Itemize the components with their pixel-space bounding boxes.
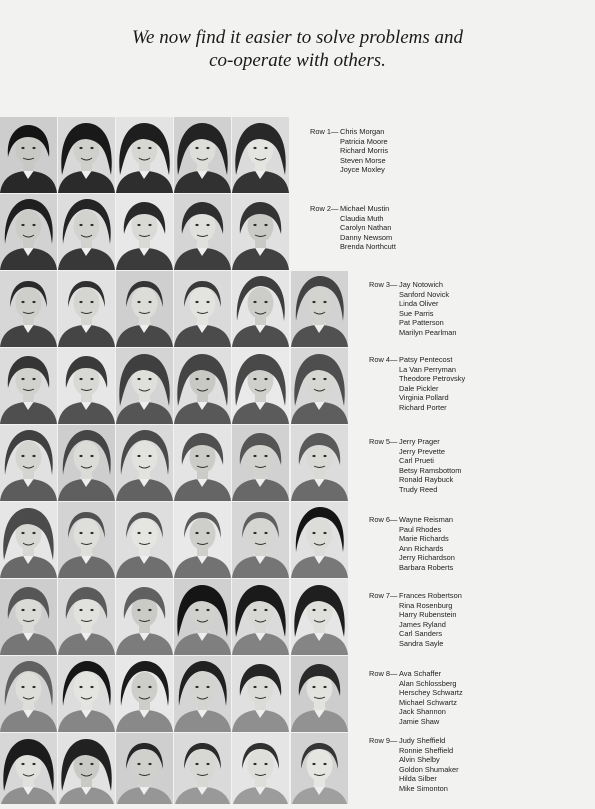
- row-label: Row 8—: [369, 669, 398, 678]
- student-name: Richard Porter: [399, 402, 447, 412]
- student-portrait: [174, 271, 231, 347]
- student-name: Carl Prueti: [399, 456, 434, 466]
- student-name: Carl Sanders: [399, 629, 443, 639]
- student-name: Sandra Sayle: [399, 638, 444, 648]
- student-name: Jay Notowich: [399, 280, 443, 289]
- row-label: Row 5—: [369, 437, 398, 446]
- student-name: Theodore Petrovsky: [399, 374, 466, 384]
- student-name: Patsy Pentecost: [399, 355, 453, 364]
- student-portrait: [174, 733, 231, 804]
- student-portrait: [291, 579, 348, 655]
- student-portrait: [232, 579, 289, 655]
- student-portrait: [116, 194, 173, 270]
- student-portrait: [232, 348, 289, 424]
- row-caption: [369, 591, 462, 649]
- student-portrait: [0, 271, 57, 347]
- student-portrait: [116, 656, 173, 732]
- student-name: Linda Oliver: [399, 299, 439, 309]
- student-name: Marie Richards: [399, 534, 449, 544]
- student-portrait: [58, 117, 115, 193]
- student-portrait: [232, 194, 289, 270]
- student-name: Hilda Silber: [399, 774, 437, 784]
- student-name: Ann Richards: [399, 543, 444, 553]
- student-name: Mike Simonton: [399, 783, 448, 793]
- student-name: Steven Morse: [340, 155, 386, 165]
- student-portrait: [232, 656, 289, 732]
- row-label: Row 6—: [369, 515, 398, 524]
- student-name: Brenda Northcutt: [340, 242, 396, 252]
- student-portrait: [0, 502, 57, 578]
- student-portrait: [0, 348, 57, 424]
- student-name: Richard Morris: [340, 146, 389, 156]
- row-caption: [310, 127, 388, 175]
- student-name: Jerry Richardson: [399, 553, 455, 563]
- student-name: Trudy Reed: [399, 484, 438, 494]
- student-name: Rina Rosenburg: [399, 600, 453, 610]
- student-portrait: [58, 348, 115, 424]
- student-portrait: [174, 656, 231, 732]
- page-heading: [0, 26, 595, 72]
- student-portrait: [232, 425, 289, 501]
- row-label: Row 4—: [369, 355, 398, 364]
- student-portrait: [174, 348, 231, 424]
- student-name: Sue Parris: [399, 308, 434, 318]
- student-portrait: [58, 656, 115, 732]
- student-portrait: [174, 502, 231, 578]
- student-portrait: [0, 656, 57, 732]
- student-name: James Ryland: [399, 619, 446, 629]
- student-name: Danny Newsom: [340, 232, 393, 242]
- student-portrait: [291, 656, 348, 732]
- student-name: Goldon Shumaker: [399, 764, 459, 774]
- student-portrait: [58, 425, 115, 501]
- student-name: Jamie Shaw: [399, 716, 440, 726]
- student-portrait: [0, 117, 57, 193]
- student-portrait: [116, 579, 173, 655]
- student-portrait: [174, 194, 231, 270]
- student-portrait: [116, 271, 173, 347]
- student-name: Jerry Prevette: [399, 446, 446, 456]
- student-portrait: [232, 117, 289, 193]
- row-caption: [369, 515, 455, 573]
- student-name: Paul Rhodes: [399, 524, 442, 534]
- row-caption: [369, 280, 457, 338]
- student-name: La Van Perryman: [399, 364, 456, 374]
- student-name: Joyce Moxley: [340, 165, 385, 175]
- student-portrait: [232, 733, 289, 804]
- student-portrait: [116, 502, 173, 578]
- student-name: Virginia Pollard: [399, 393, 449, 403]
- student-portrait: [58, 502, 115, 578]
- student-name: Betsy Ramsbottom: [399, 465, 462, 475]
- student-portrait: [116, 348, 173, 424]
- student-name: Michael Mustin: [340, 204, 390, 213]
- student-portrait: [174, 117, 231, 193]
- row-label: Row 9—: [369, 736, 398, 745]
- row-caption: [369, 736, 459, 794]
- student-name: Frances Robertson: [399, 591, 462, 600]
- row-label: Row 2—: [310, 204, 339, 213]
- row-label: Row 3—: [369, 280, 398, 289]
- student-name: Chris Morgan: [340, 127, 385, 136]
- student-portrait: [58, 271, 115, 347]
- student-portrait: [58, 579, 115, 655]
- row-caption: [310, 204, 396, 252]
- student-name: Barbara Roberts: [399, 562, 454, 572]
- student-portrait: [291, 425, 348, 501]
- student-portrait: [174, 425, 231, 501]
- student-portrait: [0, 579, 57, 655]
- student-name: Herschey Schwartz: [399, 688, 463, 698]
- student-portrait: [0, 733, 57, 804]
- student-name: Dale Pickler: [399, 383, 439, 393]
- student-name: Judy Sheffield: [399, 736, 446, 745]
- row-label: Row 7—: [369, 591, 398, 600]
- student-name: Marilyn Pearlman: [399, 327, 457, 337]
- student-portrait: [58, 733, 115, 804]
- student-name: Sanford Novick: [399, 289, 450, 299]
- heading-line-2: co-operate with others.: [209, 50, 386, 71]
- student-name: Claudia Muth: [340, 213, 384, 223]
- student-name: Alan Schlossberg: [399, 678, 457, 688]
- student-portrait: [232, 271, 289, 347]
- student-portrait: [291, 348, 348, 424]
- student-name: Patricia Moore: [340, 136, 388, 146]
- student-name: Jack Shannon: [399, 707, 446, 717]
- student-portrait: [291, 502, 348, 578]
- student-name: Carolyn Nathan: [340, 223, 392, 233]
- student-portrait: [291, 271, 348, 347]
- student-name: Alvin Shelby: [399, 755, 440, 765]
- student-name: Ronald Raybuck: [399, 475, 454, 485]
- student-name: Jerry Prager: [399, 437, 440, 446]
- student-name: Michael Schwartz: [399, 697, 457, 707]
- student-portrait: [174, 579, 231, 655]
- row-caption: [369, 355, 465, 413]
- student-portrait: [232, 502, 289, 578]
- row-caption: [369, 437, 461, 495]
- student-name: Harry Rubenstein: [399, 610, 457, 620]
- student-name: Pat Patterson: [399, 318, 444, 328]
- student-portrait: [0, 194, 57, 270]
- student-portrait: [0, 425, 57, 501]
- student-name: Wayne Reisman: [399, 515, 453, 524]
- student-name: Ava Schaffer: [399, 669, 442, 678]
- student-portrait: [116, 117, 173, 193]
- student-portrait: [291, 733, 348, 804]
- student-name: Ronnie Sheffield: [399, 745, 454, 755]
- row-caption: [369, 669, 463, 727]
- student-portrait: [116, 425, 173, 501]
- student-portrait: [58, 194, 115, 270]
- row-label: Row 1—: [310, 127, 339, 136]
- heading-line-1: We now find it easier to solve problems and: [131, 27, 464, 48]
- student-portrait: [116, 733, 173, 804]
